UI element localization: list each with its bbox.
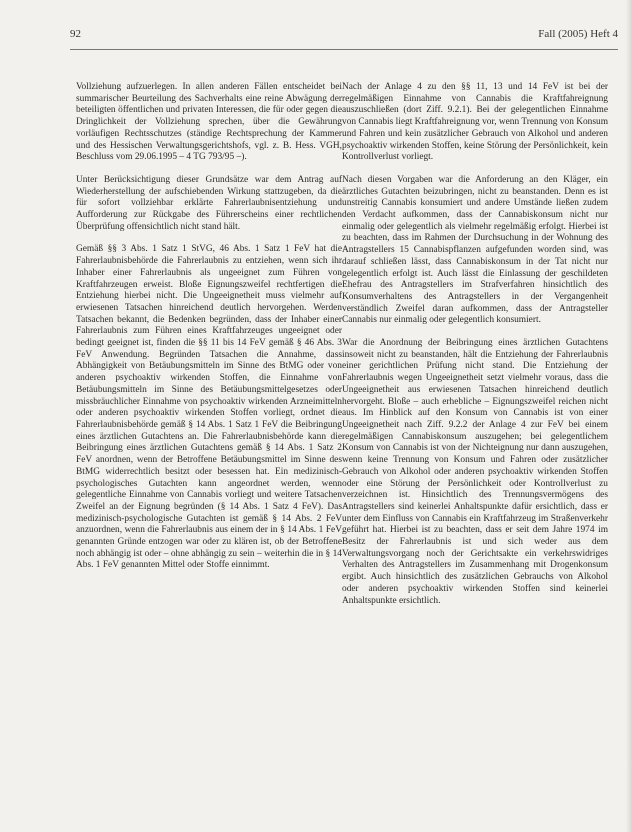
paragraph: Gemäß §§ 3 Abs. 1 Satz 1 StVG, 46 Abs. 1 Satz 1 FeV hat die Fahrerlaubnisbehörde die Fahrerlaubnis zu entziehen, wenn sich ihr Inhaber einer Fahrerlaubnis als ungeeignet zum Führen von Kraftfahrzeugen erweist. Bloße Eignungszweifel rechtfertigen die Entziehung hierbei nicht. Die Ungeeignetheit muss vielmehr auf erwiesenen Tatsachen hinreichend deutlich hervorgehen. Werden Tatsachen bekannt, die Bedenken begründen, dass der Inhaber einer Fahrerlaubnis zum Führen eines Kraftfahrzeuges ungeeignet oder bedingt geeignet ist, finden die §§ 11 bis 14 FeV gemäß § 46 Abs. 3 FeV Anwendung. Begründen Tatsachen die Annahme, dass Abhängigkeit von Betäubungsmitteln im Sinne des BtMG oder von anderen psychoaktiv wirkenden Stoffen, die Einnahme von Betäubungsmitteln im Sinne des Betäubungsmittelgesetzes oder missbräuchlicher Einnahme von psychoaktiv wirkenden Arzneimitteln oder anderen psychoaktiv wirkenden Stoffen vorliegt, ordnet die Fahrerlaubnisbehörde gemäß § 14 Abs. 1 Satz 1 FeV die Beibringung eines ärztlichen Gutachtens an. Die Fahrerlaubnisbehörde kann die Beibringung eines ärztlichen Gutachtens gemäß § 14 Abs. 1 Satz 2 FeV anordnen, wenn der Betroffene Betäubungsmittel im Sinne des BtMG widerrechtlich besitzt oder besessen hat. Ein medizinisch-psychologisches Gutachten kann angeordnet werden, wenn gelegentliche Einnahme von Cannabis vorliegt und weitere Tatsachen Zweifel an der Eignung begründen (§ 14 Abs. 1 Satz 4 FeV). Das medizinisch-psychologische Gutachten ist gemäß § 14 Abs. 2 FeV anzuordnen, wenn die Fahrerlaubnis aus einem der in § 14 Abs. 1 FeV genannten Gründe entzogen war oder zu klären ist, ob der Betroffene noch abhängig ist oder – ohne abhängig zu sein – weiterhin die in § 14 Abs. 1 FeV genannten Mittel oder Stoffe einnimmt.	[76, 244, 342, 571]
paragraph: War die Anordnung der Beibringung eines ärztlichen Gutachtens insoweit nicht zu beanstanden, hält die Entziehung der Fahrerlaubnis einer gerichtlichen Prüfung nicht stand. Die Entziehung der Fahrerlaubnis wegen Ungeeignetheit setzt vielmehr voraus, dass die Ungeeignetheit aus erwiesenen Tatsachen hinreichend deutlich hervorgeht. Bloße – auch erhebliche – Eignungszweifel reichen nicht aus. Im Hinblick auf den Konsum von Cannabis ist von einer Ungeeignetheit nach Ziff. 9.2.2 der Anlage 4 zur FeV bei einem regelmäßigen Cannabiskonsum auszugehen; bei gelegentlichem Konsum von Cannabis ist von der Nichteignung nur dann auszugehen, wenn keine Trennung von Konsum und Fahren oder zusätzlicher Gebrauch von Alkohol oder anderen psychoaktiv wirkenden Stoffen oder eine Störung der Persönlichkeit oder Kontrollverlust zu verzeichnen ist. Hinsichtlich des Trennungsvermögens des Antragstellers sind keinerlei Anhaltspunkte dafür ersichtlich, dass er unter dem Einfluss von Cannabis ein Kraftfahrzeug im Straßenverkehr geführt hat. Hierbei ist zu beachten, dass er seit dem Jahre 1974 im Besitz der Fahrerlaubnis ist und sich weder aus dem Verwaltungsvorgang noch der Gerichtsakte ein verkehrswidriges Verhalten des Antragstellers im Zusammenhang mit Drogenkonsum ergibt. Auch hinsichtlich des zusätzlichen Gebrauchs von Alkohol oder anderen psychoaktiv wirkenden Stoffen sind keinerlei Anhaltspunkte ersichtlich.	[342, 338, 608, 606]
right-column	[342, 82, 608, 618]
paragraph: Vollziehung aufzuerlegen. In allen anderen Fällen entscheidet bei summarischer Beurteilung des Sachverhalts eine reine Abwägung der beteiligten öffentlichen und privaten Interessen, die für oder gegen die Dringlichkeit der Vollziehung sprechen, über die Gewährung vorläufigen Rechtsschutzes (ständige Rechtsprechung der Kammer und des Hessischen Verwaltungsgerichtshofs, vgl. z. B. Hess. VGH, Beschluss vom 29.06.1995 – 4 TG 793/95 –).	[76, 82, 342, 163]
page-header	[70, 28, 618, 46]
journal-reference: Fall (2005) Heft 4	[538, 28, 618, 40]
header-rule	[70, 49, 618, 50]
scan-edge-shadow	[626, 0, 632, 832]
left-column	[76, 82, 342, 583]
paragraph: Nach diesen Vorgaben war die Anforderung an den Kläger, ein ärztliches Gutachten beizubringen, nicht zu beanstanden. Denn es ist unstreitig Cannabis konsumiert und andere Umstände ließen zudem den Verdacht aufkommen, dass der Cannabiskonsum nicht nur einmalig oder gelegentlich als vielmehr regelmäßig erfolgt. Hierbei ist zu beachten, dass im Rahmen der Durchsuchung in der Wohnung des Antragstellers 15 Cannabispflanzen aufgefunden worden sind, was darauf schließen lässt, dass Cannabiskonsum in der Tat nicht nur gelegentlich erfolgt ist. Auch lässt die Einlassung der geschildeten Ehefrau des Antragstellers im Strafverfahren hinsichtlich des Konsumverhaltens des Antragstellers in der Vergangenheit verständlich Zweifel daran aufkommen, dass der Antragsteller Cannabis nur einmalig oder gelegentlich konsumiert.	[342, 174, 608, 326]
page-number: 92	[70, 28, 81, 40]
paragraph: Nach der Anlage 4 zu den §§ 11, 13 und 14 FeV ist bei der regelmäßigen Einnahme von Cannabis die Kraftfahreignung auszuschließen (dort Ziff. 9.2.1). Bei der gelegentlichen Einnahme von Cannabis liegt Kraftfahreignung vor, wenn Trennung von Konsum und Fahren und kein zusätzlicher Gebrauch von Alkohol und anderen psychoaktiv wirkenden Stoffen, keine Störung der Persönlichkeit, kein Kontrollverlust vorliegt.	[342, 82, 608, 163]
paragraph: Unter Berücksichtigung dieser Grundsätze war dem Antrag auf Wiederherstellung der aufschiebenden Wirkung stattzugeben, da die für sofort vollziehbar erklärte Fahrerlaubnisentziehung und Aufforderung zur Rückgabe des Führerscheins einer rechtlichen Überprüfung offensichtlich nicht stand hält.	[76, 174, 342, 232]
